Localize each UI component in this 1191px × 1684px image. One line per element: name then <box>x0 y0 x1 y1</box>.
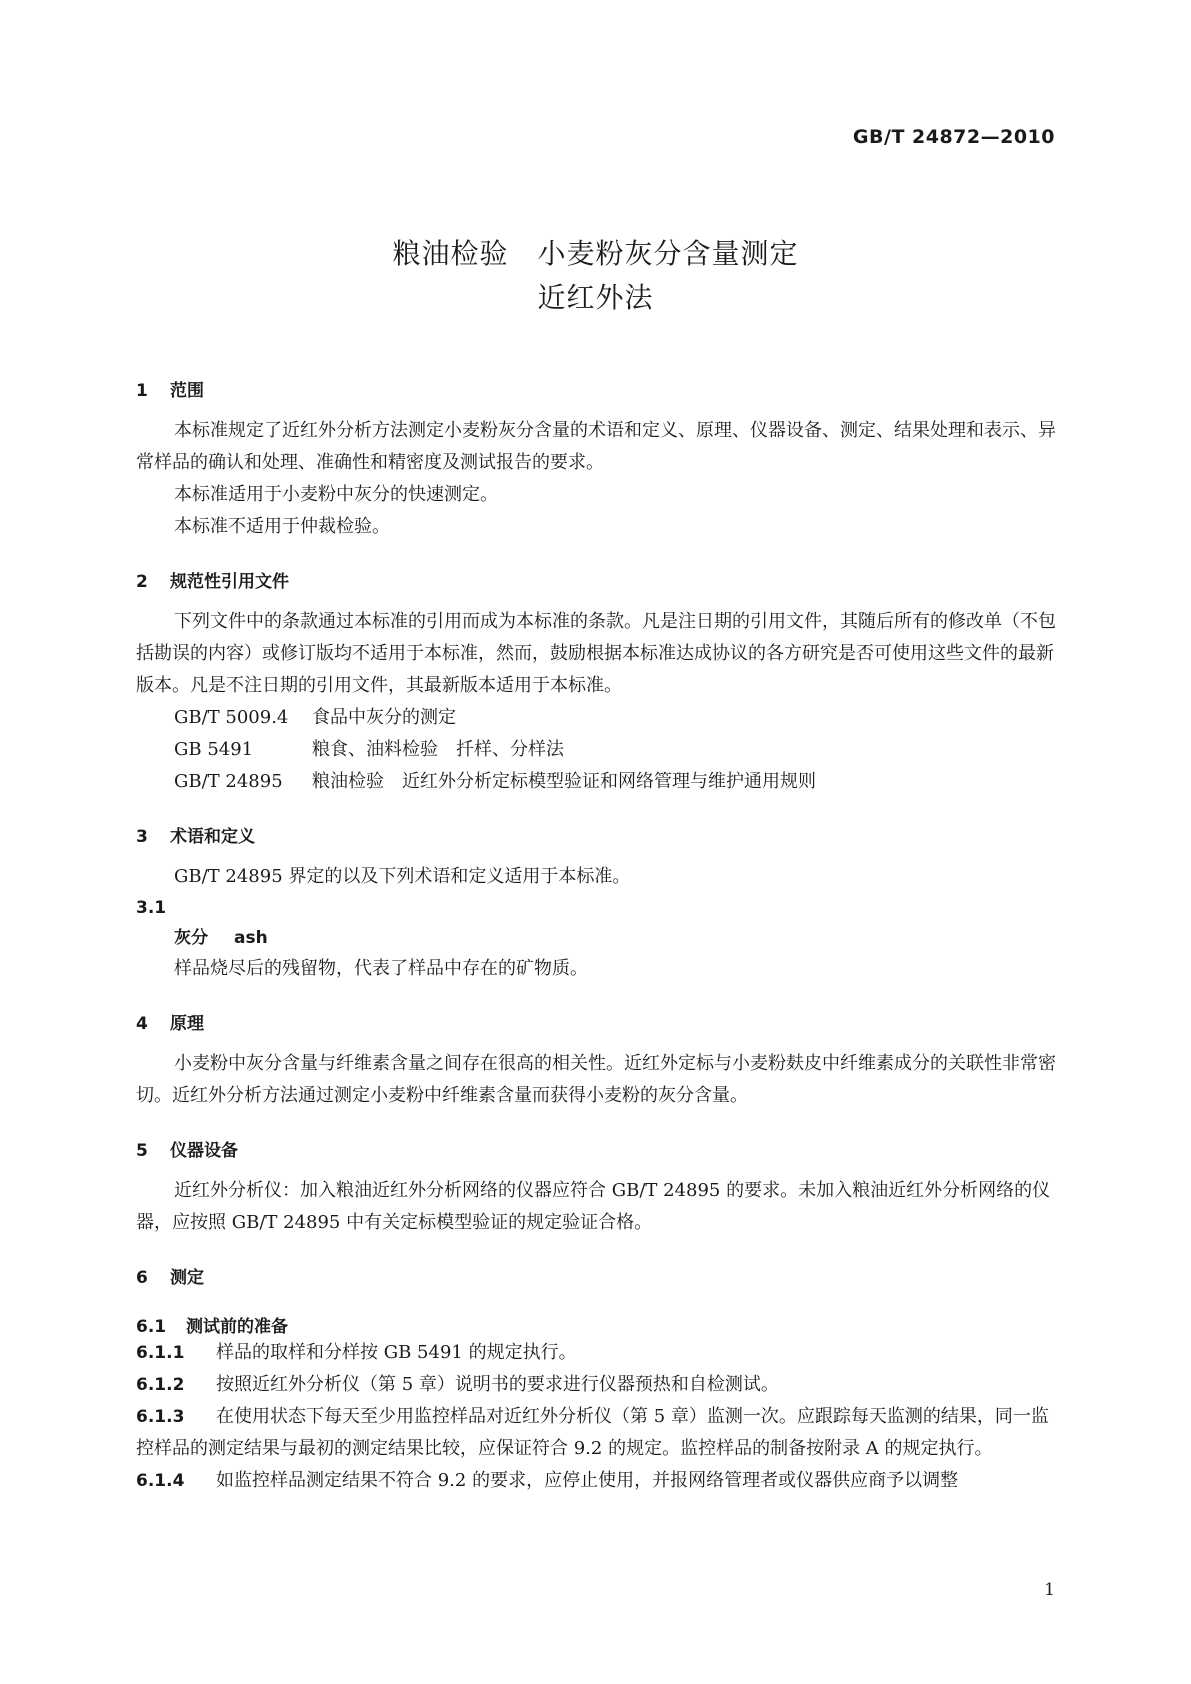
reference-item <box>136 702 1056 734</box>
section-title: 仪器设备 <box>170 1141 238 1161</box>
term-definition: 样品烧尽后的残留物，代表了样品中存在的矿物质。 <box>174 958 588 979</box>
section-number: 4 <box>136 1014 148 1034</box>
reference-code: GB/T 5009.4 <box>174 707 289 728</box>
section-3-heading <box>136 822 1056 847</box>
section-title: 原理 <box>170 1014 204 1034</box>
clause-text: 在使用状态下每天至少用监控样品对近红外分析仪（第 5 章）监测一次。应跟踪每天监测的结果，同一监控样品的测定结果与最初的测定结果比较，应保证符合 9.2 的规定。监控样品的制备按附录 A 的规定执行。 <box>136 1406 1049 1459</box>
section-title: 规范性引用文件 <box>170 572 289 592</box>
reference-code: GB 5491 <box>174 739 254 760</box>
clause-item <box>136 1369 1056 1401</box>
section-title: 术语和定义 <box>170 827 255 847</box>
reference-name: 食品中灰分的测定 <box>312 707 456 728</box>
subsection-6-1-heading <box>136 1312 1056 1337</box>
reference-name: 粮食、油料检验 扦样、分样法 <box>312 739 564 760</box>
paragraph: 近红外分析仪：加入粮油近红外分析网络的仪器应符合 GB/T 24895 的要求。未加入粮油近红外分析网络的仪器，应按照 GB/T 24895 中有关定标模型验证的规定验证合格。 <box>136 1180 1051 1233</box>
paragraph: 本标准不适用于仲裁检验。 <box>174 516 390 537</box>
clause-item <box>136 1401 1056 1465</box>
reference-item <box>136 766 1056 798</box>
subsection-title: 测试前的准备 <box>186 1317 288 1337</box>
clause-item <box>136 1465 1056 1497</box>
paragraph: 小麦粉中灰分含量与纤维素含量之间存在很高的相关性。近红外定标与小麦粉麸皮中纤维素成分的关联性非常密切。近红外分析方法通过测定小麦粉中纤维素含量而获得小麦粉的灰分含量。 <box>136 1053 1056 1106</box>
clause-number: 6.1.1 <box>136 1343 185 1363</box>
reference-name: 粮油检验 近红外分析定标模型验证和网络管理与维护通用规则 <box>312 771 816 792</box>
clause-number: 6.1.3 <box>136 1407 185 1427</box>
clause-number: 6.1.4 <box>136 1471 185 1491</box>
page-number: 1 <box>1044 1580 1055 1600</box>
clause-text: 如监控样品测定结果不符合 9.2 的要求，应停止使用，并报网络管理者或仪器供应商予以调整 <box>216 1470 959 1491</box>
document-subtitle: 近红外法 <box>537 281 654 314</box>
clause-item <box>136 1337 1056 1369</box>
section-number: 6 <box>136 1268 148 1288</box>
section-title: 范围 <box>170 381 204 401</box>
section-number: 3 <box>136 827 148 847</box>
paragraph: 本标准规定了近红外分析方法测定小麦粉灰分含量的术语和定义、原理、仪器设备、测定、结果处理和表示、异常样品的确认和处理、准确性和精密度及测试报告的要求。 <box>136 420 1056 473</box>
term-english: ash <box>234 928 268 948</box>
section-title: 测定 <box>170 1268 204 1288</box>
section-2-heading <box>136 567 1056 592</box>
paragraph: GB/T 24895 界定的以及下列术语和定义适用于本标准。 <box>174 866 631 887</box>
section-1-heading <box>136 376 1056 401</box>
subsection-number: 6.1 <box>136 1317 167 1337</box>
section-number: 1 <box>136 381 148 401</box>
reference-item <box>136 734 1056 766</box>
section-number: 5 <box>136 1141 148 1161</box>
clause-text: 按照近红外分析仪（第 5 章）说明书的要求进行仪器预热和自检测试。 <box>216 1374 779 1395</box>
standard-number: GB/T 24872—2010 <box>852 126 1055 148</box>
section-5-heading <box>136 1136 1056 1161</box>
section-number: 2 <box>136 572 148 592</box>
paragraph: 本标准适用于小麦粉中灰分的快速测定。 <box>174 484 498 505</box>
clause-number: 6.1.2 <box>136 1375 185 1395</box>
section-4-heading <box>136 1009 1056 1034</box>
reference-code: GB/T 24895 <box>174 771 283 792</box>
term-number: 3.1 <box>136 898 167 918</box>
clause-text: 样品的取样和分样按 GB 5491 的规定执行。 <box>216 1342 577 1363</box>
section-6-heading <box>136 1263 1056 1288</box>
term-entry <box>174 923 1056 953</box>
document-body <box>136 376 1056 1497</box>
term-chinese: 灰分 <box>174 928 208 948</box>
document-title: 粮油检验 小麦粉灰分含量测定 <box>392 237 799 270</box>
paragraph: 下列文件中的条款通过本标准的引用而成为本标准的条款。凡是注日期的引用文件，其随后所有的修改单（不包括勘误的内容）或修订版均不适用于本标准，然而，鼓励根据本标准达成协议的各方研究是否可使用这些文件的最新版本。凡是不注日期的引用文件，其最新版本适用于本标准。 <box>136 611 1056 696</box>
